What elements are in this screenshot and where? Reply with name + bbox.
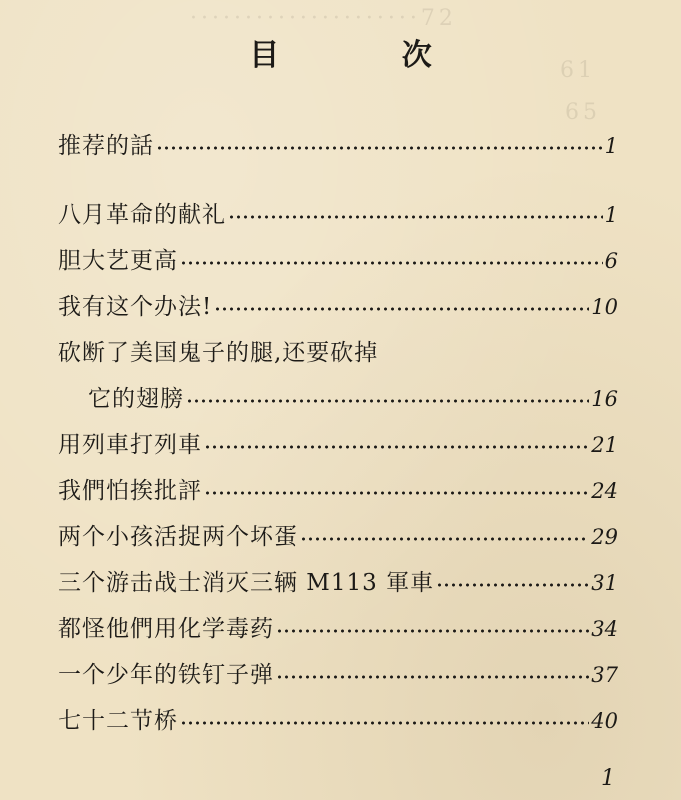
toc-entry[interactable]	[58, 241, 618, 281]
leader-dots	[276, 628, 589, 634]
toc-entry-page: 21	[591, 433, 618, 457]
toc-entry[interactable]	[58, 609, 618, 649]
toc-entry[interactable]	[58, 701, 618, 741]
toc-entry-page: 40	[591, 709, 618, 733]
toc-entry-title: 胆大艺更高	[58, 248, 178, 274]
toc-entry-page: 6	[604, 249, 618, 273]
leader-dots	[156, 145, 603, 151]
leader-dots	[276, 674, 589, 680]
leader-dots	[204, 444, 589, 450]
toc-entry[interactable]	[58, 563, 618, 603]
bleed-through-text: 65	[565, 100, 601, 125]
leader-dots	[300, 536, 589, 542]
leader-dots	[186, 398, 589, 404]
toc-entry[interactable]	[58, 287, 618, 327]
toc-entry-title: 一个少年的铁钉子弹	[58, 662, 274, 688]
toc-entry-title: 我們怕挨批評	[58, 478, 202, 504]
toc-entry-page: 1	[604, 203, 618, 227]
toc-entry-title: 三个游击战士消灭三辆 M113 軍車	[58, 570, 435, 596]
toc-entry-title: 砍断了美国鬼子的腿,还要砍掉	[58, 340, 379, 366]
toc-entry-page: 10	[591, 295, 618, 319]
toc-entry-title: 用列車打列車	[58, 432, 202, 458]
leader-dots	[204, 490, 589, 496]
toc-entry-title: 我有这个办法!	[58, 294, 213, 320]
toc-entry[interactable]	[58, 195, 618, 235]
toc-entry-title: 两个小孩活捉两个坏蛋	[58, 524, 298, 550]
toc-entry-page: 29	[591, 525, 618, 549]
leader-dots	[436, 582, 589, 588]
toc-entry-page: 16	[591, 387, 618, 411]
toc-entry-page: 1	[604, 134, 618, 158]
toc-entry[interactable]	[58, 425, 618, 465]
bleed-through-text: 61	[560, 58, 596, 83]
toc-entry-page: 37	[591, 663, 618, 687]
leader-dots	[214, 306, 589, 312]
toc-entry-title: 它的翅膀	[88, 386, 184, 412]
toc-entry-page: 24	[591, 479, 618, 503]
toc-entry-first-line[interactable]	[58, 333, 618, 373]
toc-entry-title: 都怪他們用化学毒药	[58, 616, 274, 642]
leader-dots	[180, 260, 603, 266]
toc-entry-title: 七十二节桥	[58, 708, 178, 734]
table-of-contents-heading: 目 次	[249, 38, 488, 73]
toc-entry-page: 34	[591, 617, 618, 641]
toc-entry[interactable]	[58, 517, 618, 557]
bleed-through-text: ·····················72	[190, 6, 457, 31]
leader-dots	[180, 720, 589, 726]
toc-entry-page: 31	[591, 571, 618, 595]
toc-entry-continuation[interactable]	[88, 379, 618, 419]
toc-entry-title: 八月革命的献礼	[58, 202, 226, 228]
page-number: 1	[601, 766, 615, 791]
leader-dots	[228, 214, 603, 220]
toc-entry[interactable]	[58, 126, 618, 166]
toc-entry-title: 推荐的話	[58, 133, 154, 159]
toc-entry[interactable]	[58, 471, 618, 511]
toc-entry[interactable]	[58, 655, 618, 695]
